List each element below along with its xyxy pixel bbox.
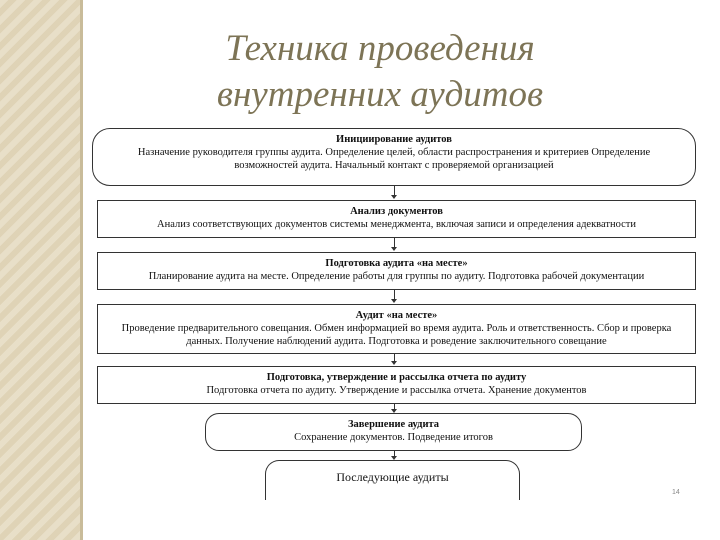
step-onsite-preparation-title: Подготовка аудита «на месте» xyxy=(325,258,468,269)
page-number: 14 xyxy=(672,489,680,496)
step-initiation-text: Назначение руководителя группы аудита. Определение целей, области распространения и критериев Определение возможностей аудита. Начальный контакт с проверяемой организацией xyxy=(137,147,651,171)
decorative-band-edge xyxy=(80,0,83,540)
step-document-review-text: Анализ соответствующих документов системы менеджмента, включая записи и определения адекватности xyxy=(157,219,636,230)
slide-title xyxy=(120,26,640,118)
step-completion-text: Сохранение документов. Подведение итогов xyxy=(294,432,493,443)
title-line-1: Техника проведения xyxy=(225,28,535,69)
step-document-review-title: Анализ документов xyxy=(350,206,443,217)
step-document-review xyxy=(97,200,696,238)
step-follow-up xyxy=(265,460,520,500)
step-follow-up-text: Последующие аудиты xyxy=(336,470,449,484)
title-line-2: внутренних аудитов xyxy=(216,74,544,115)
step-onsite-audit-text: Проведение предварительного совещания. Обмен информацией во время аудита. Роль и ответственность. Сбор и проверка данных. Получение наблюдений аудита. Подготовка и роведение заключительного совещание xyxy=(121,323,672,347)
arrow-3 xyxy=(391,299,397,303)
step-completion xyxy=(205,413,582,451)
step-initiation-title: Инициирование аудитов xyxy=(336,134,452,145)
step-report xyxy=(97,366,696,404)
decorative-side-band xyxy=(0,0,80,540)
step-initiation xyxy=(92,128,696,186)
step-onsite-audit-title: Аудит «на месте» xyxy=(355,310,438,321)
arrow-2 xyxy=(391,247,397,251)
step-completion-title: Завершение аудита xyxy=(347,419,440,430)
step-onsite-preparation-text: Планирование аудита на месте. Определение работы для группы по аудиту. Подготовка рабочей документации xyxy=(148,271,645,282)
step-report-title: Подготовка, утверждение и рассылка отчета по аудиту xyxy=(266,372,527,383)
step-onsite-audit xyxy=(97,304,696,354)
step-report-text: Подготовка отчета по аудиту. Утверждение и рассылка отчета. Хранение документов xyxy=(206,385,587,396)
step-onsite-preparation xyxy=(97,252,696,290)
arrow-4 xyxy=(391,361,397,365)
arrow-1 xyxy=(391,195,397,199)
